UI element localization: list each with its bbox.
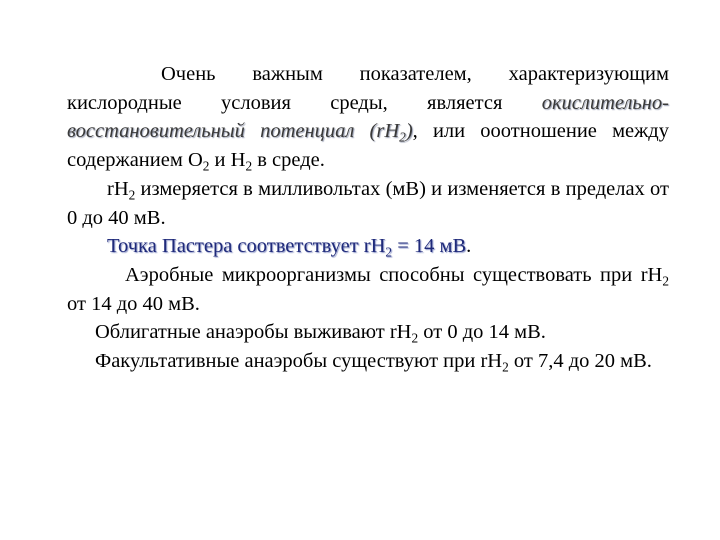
p6-text-a: Факультативные анаэробы существуют при rH xyxy=(95,350,503,373)
p5-sub: 2 xyxy=(411,330,419,346)
paragraph-pasteur-point xyxy=(67,232,669,261)
p2-text-a: rH xyxy=(107,177,129,200)
paragraph-obligate-anaerobes xyxy=(67,318,669,347)
p4-sub: 2 xyxy=(662,273,669,289)
paragraph-redox-definition xyxy=(67,60,669,175)
paragraph-facultative-anaerobes xyxy=(67,347,669,376)
p4-text-a: Аэробные микроорганизмы способны существовать при rH xyxy=(125,263,663,286)
p1-text-d: в среде. xyxy=(252,149,325,172)
p1-term-sub: 2 xyxy=(399,130,406,146)
p1-text-c: и Н xyxy=(209,149,246,172)
p3-text-b: = 14 мВ xyxy=(392,235,467,258)
p1-term: окислительно-восстановительный потенциал (rH xyxy=(67,91,669,143)
p2-sub: 2 xyxy=(128,187,136,203)
p1-term-end: ) xyxy=(405,120,413,143)
p1-text-b: , или ооотношение между содержанием О xyxy=(67,120,669,172)
p2-text-b: измеряется в милливольтах (мВ) и изменяется в пределах от 0 до 40 мВ. xyxy=(67,177,669,229)
p1-sub-h2: 2 xyxy=(245,158,253,174)
p1-sub-o2: 2 xyxy=(202,158,210,174)
pasteur-point-highlight xyxy=(107,235,467,260)
paragraph-aerobes xyxy=(67,261,669,318)
p3-text-a: Точка Пастера соответствует rH xyxy=(107,235,386,258)
p4-text-b: от 14 до 40 мВ. xyxy=(67,292,200,315)
body-text xyxy=(67,60,669,376)
p5-text-a: Облигатные анаэробы выживают rH xyxy=(95,321,412,344)
p5-text-b: от 0 до 14 мВ. xyxy=(418,321,546,344)
p3-sub: 2 xyxy=(385,244,393,260)
p3-text-c: . xyxy=(466,235,472,258)
p6-sub: 2 xyxy=(502,359,509,375)
p6-text-b: от 7,4 до 20 мВ. xyxy=(508,350,652,373)
p1-text-a: Очень важным показателем, характеризующим кислородные условия среды, является xyxy=(67,63,669,114)
paragraph-rh2-range xyxy=(67,175,669,232)
